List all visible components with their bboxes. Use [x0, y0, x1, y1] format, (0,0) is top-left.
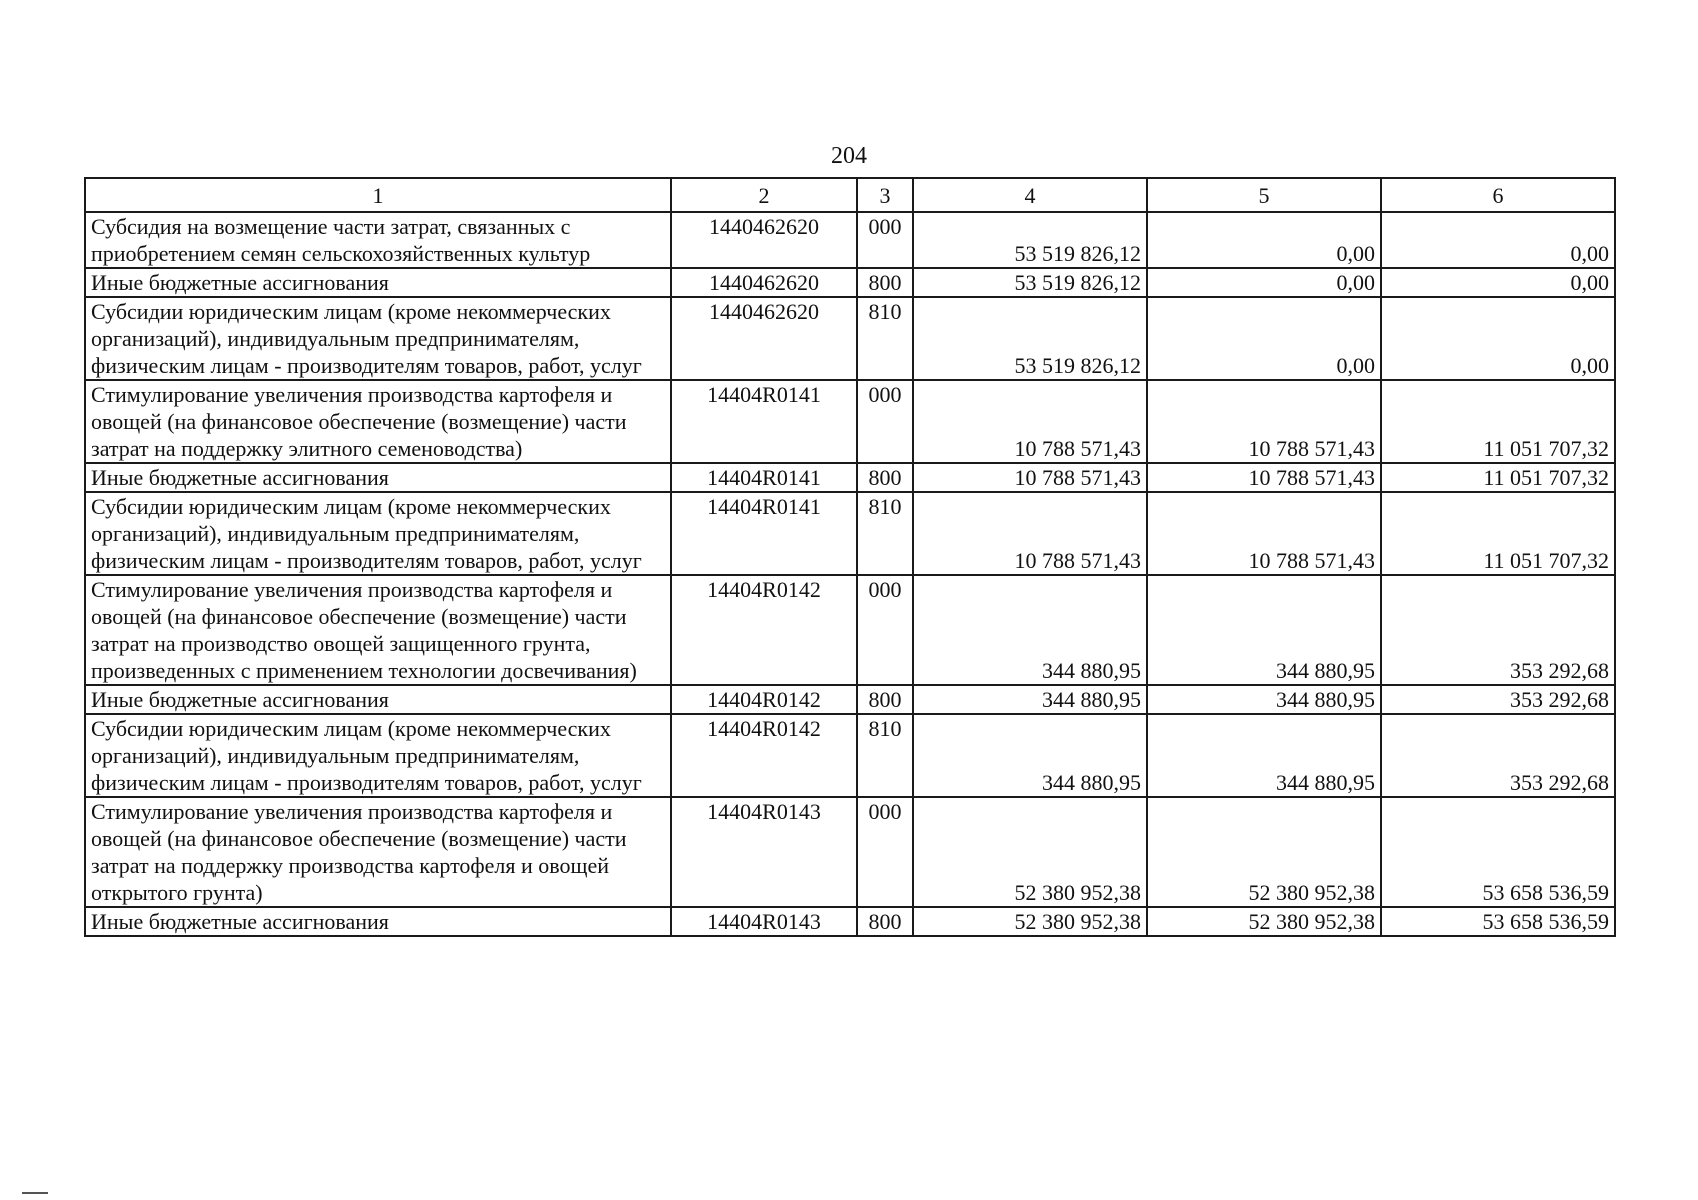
column-header: 5 [1147, 178, 1381, 212]
expense-type-code: 000 [857, 380, 913, 463]
item-name: Иные бюджетные ассигнования [85, 463, 671, 492]
amount-col-6: 0,00 [1381, 297, 1615, 380]
amount-col-5: 0,00 [1147, 268, 1381, 297]
target-article-code: 14404R0141 [671, 492, 857, 575]
target-article-code: 1440462620 [671, 268, 857, 297]
amount-col-4: 53 519 826,12 [913, 297, 1147, 380]
amount-col-6: 53 658 536,59 [1381, 907, 1615, 936]
amount-col-4: 52 380 952,38 [913, 797, 1147, 907]
item-name: Стимулирование увеличения производства картофеля и овощей (на финансовое обеспечение (возмещение) части затрат на поддержку элитного семеноводства) [85, 380, 671, 463]
expense-type-code: 800 [857, 907, 913, 936]
column-header: 1 [85, 178, 671, 212]
amount-col-5: 0,00 [1147, 297, 1381, 380]
item-name: Субсидия на возмещение части затрат, связанных с приобретением семян сельскохозяйственных культур [85, 212, 671, 268]
expense-type-code: 800 [857, 268, 913, 297]
amount-col-4: 10 788 571,43 [913, 463, 1147, 492]
amount-col-6: 353 292,68 [1381, 714, 1615, 797]
amount-col-6: 353 292,68 [1381, 575, 1615, 685]
target-article-code: 1440462620 [671, 297, 857, 380]
amount-col-6: 53 658 536,59 [1381, 797, 1615, 907]
item-name: Иные бюджетные ассигнования [85, 907, 671, 936]
column-header: 2 [671, 178, 857, 212]
amount-col-6: 11 051 707,32 [1381, 380, 1615, 463]
amount-col-6: 11 051 707,32 [1381, 492, 1615, 575]
expense-type-code: 000 [857, 212, 913, 268]
table-row [85, 463, 1615, 492]
expense-type-code: 810 [857, 492, 913, 575]
amount-col-4: 10 788 571,43 [913, 380, 1147, 463]
amount-col-4: 344 880,95 [913, 685, 1147, 714]
amount-col-4: 344 880,95 [913, 714, 1147, 797]
table-row [85, 797, 1615, 907]
target-article-code: 14404R0141 [671, 463, 857, 492]
scan-edge-mark [22, 1192, 48, 1194]
amount-col-5: 52 380 952,38 [1147, 907, 1381, 936]
amount-col-5: 10 788 571,43 [1147, 463, 1381, 492]
item-name: Стимулирование увеличения производства картофеля и овощей (на финансовое обеспечение (возмещение) части затрат на поддержку производства картофеля и овощей открытого грунта) [85, 797, 671, 907]
amount-col-5: 0,00 [1147, 212, 1381, 268]
amount-col-5: 344 880,95 [1147, 714, 1381, 797]
amount-col-4: 53 519 826,12 [913, 268, 1147, 297]
table-row [85, 714, 1615, 797]
table-row [85, 212, 1615, 268]
amount-col-6: 0,00 [1381, 268, 1615, 297]
expense-type-code: 800 [857, 463, 913, 492]
target-article-code: 14404R0142 [671, 685, 857, 714]
amount-col-5: 52 380 952,38 [1147, 797, 1381, 907]
target-article-code: 14404R0142 [671, 575, 857, 685]
table-row [85, 685, 1615, 714]
amount-col-4: 344 880,95 [913, 575, 1147, 685]
budget-allocation-table [84, 177, 1616, 937]
item-name: Субсидии юридическим лицам (кроме некоммерческих организаций), индивидуальным предпринимателям, физическим лицам - производителям товаров, работ, услуг [85, 714, 671, 797]
expense-type-code: 810 [857, 714, 913, 797]
amount-col-6: 0,00 [1381, 212, 1615, 268]
table-row [85, 492, 1615, 575]
column-header: 6 [1381, 178, 1615, 212]
expense-type-code: 000 [857, 575, 913, 685]
table-row [85, 297, 1615, 380]
target-article-code: 14404R0141 [671, 380, 857, 463]
expense-type-code: 810 [857, 297, 913, 380]
expense-type-code: 800 [857, 685, 913, 714]
amount-col-4: 10 788 571,43 [913, 492, 1147, 575]
table-header-row [85, 178, 1615, 212]
item-name: Субсидии юридическим лицам (кроме некоммерческих организаций), индивидуальным предпринимателям, физическим лицам - производителям товаров, работ, услуг [85, 297, 671, 380]
table-row [85, 575, 1615, 685]
item-name: Иные бюджетные ассигнования [85, 268, 671, 297]
amount-col-6: 11 051 707,32 [1381, 463, 1615, 492]
amount-col-5: 10 788 571,43 [1147, 380, 1381, 463]
table-row [85, 380, 1615, 463]
target-article-code: 14404R0142 [671, 714, 857, 797]
amount-col-5: 344 880,95 [1147, 685, 1381, 714]
amount-col-4: 53 519 826,12 [913, 212, 1147, 268]
target-article-code: 1440462620 [671, 212, 857, 268]
column-header: 4 [913, 178, 1147, 212]
page-number: 204 [831, 143, 867, 169]
expense-type-code: 000 [857, 797, 913, 907]
column-header: 3 [857, 178, 913, 212]
item-name: Иные бюджетные ассигнования [85, 685, 671, 714]
amount-col-5: 10 788 571,43 [1147, 492, 1381, 575]
amount-col-5: 344 880,95 [1147, 575, 1381, 685]
target-article-code: 14404R0143 [671, 797, 857, 907]
item-name: Стимулирование увеличения производства картофеля и овощей (на финансовое обеспечение (возмещение) части затрат на производство овощей защищенного грунта, произведенных с применением технологии досвечивания) [85, 575, 671, 685]
target-article-code: 14404R0143 [671, 907, 857, 936]
amount-col-4: 52 380 952,38 [913, 907, 1147, 936]
table-row [85, 268, 1615, 297]
amount-col-6: 353 292,68 [1381, 685, 1615, 714]
item-name: Субсидии юридическим лицам (кроме некоммерческих организаций), индивидуальным предпринимателям, физическим лицам - производителям товаров, работ, услуг [85, 492, 671, 575]
table-row [85, 907, 1615, 936]
